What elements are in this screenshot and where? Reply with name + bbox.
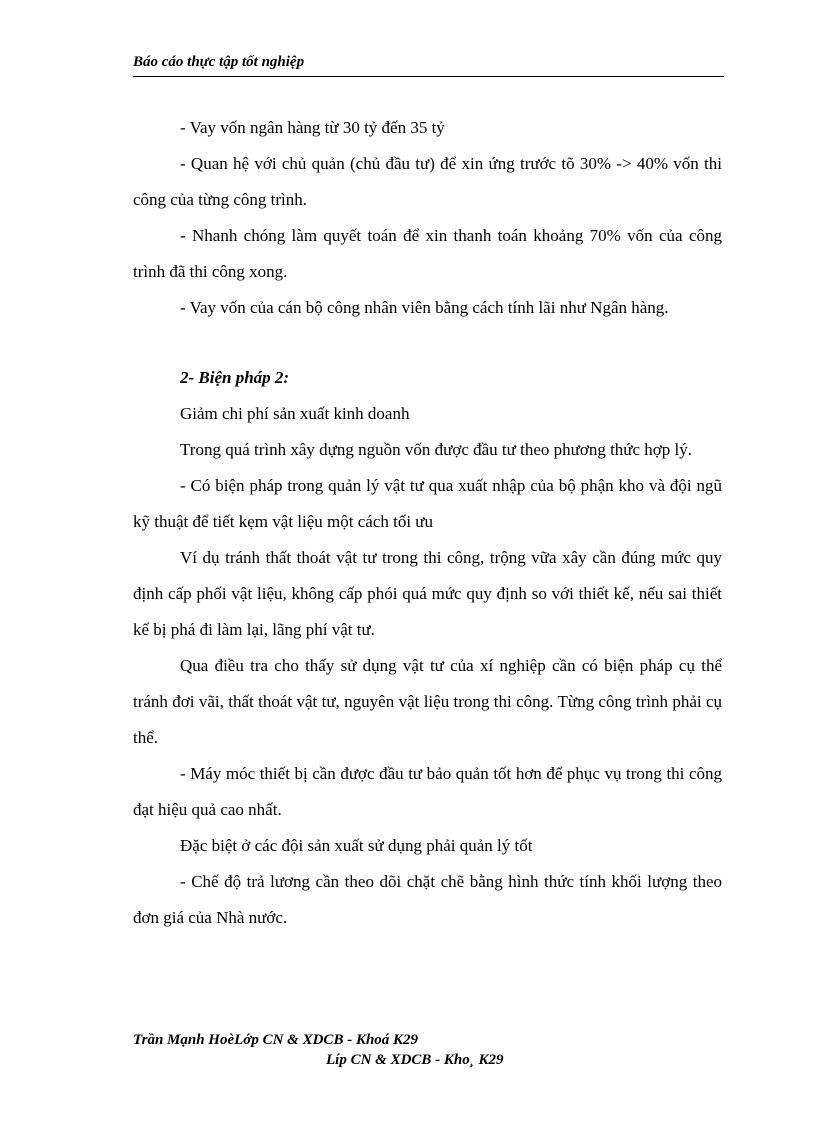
footer-line-2: Líp CN & XDCB - Kho¸ K29 [326, 1052, 504, 1068]
page-footer [133, 1030, 733, 1070]
paragraph: - Quan hệ với chủ quản (chủ đầu tư) để xin ứng trước tõ 30% -> 40% vốn thi công của từng công trình. [133, 154, 722, 209]
document-body [133, 110, 722, 936]
paragraph: Ví dụ tránh thất thoát vật tư trong thi công, trộng vữa xây cần đúng mức quy định cấp phối vật liệu, không cấp phói quá mức quy định so với thiết kế, nếu sai thiết kế bị phá đi làm lại, lãng phí vật tư. [133, 548, 722, 639]
page-header [133, 52, 724, 77]
paragraph: Giảm chi phí sản xuất kinh doanh [180, 404, 410, 423]
paragraph: Trong quá trình xây dựng nguồn vốn được đầu tư theo phương thức hợp lý. [180, 440, 693, 459]
paragraph: - Có biện pháp trong quản lý vật tư qua xuất nhập của bộ phận kho và đội ngũ kỹ thuật để tiết kẹm vật liệu một cách tối ưu [133, 476, 722, 531]
section-heading: 2- Biện pháp 2: [180, 368, 290, 387]
paragraph: Qua điều tra cho thấy sử dụng vật tư của xí nghiệp cần có biện pháp cụ thể tránh đơi vãi, thất thoát vật tư, nguyên vật liệu trong thi công. Từng công trình phải cụ thể. [133, 656, 722, 747]
paragraph: Đặc biệt ở các đội sản xuất sử dụng phải quản lý tốt [180, 836, 533, 855]
paragraph: - Vay vốn của cán bộ công nhân viên bằng cách tính lãi như Ngân hàng. [180, 298, 669, 317]
header-title: Báo cáo thực tập tốt nghiệp [133, 54, 305, 70]
paragraph: - Nhanh chóng làm quyết toán để xin thanh toán khoảng 70% vốn của công trình đã thi công xong. [133, 226, 722, 281]
paragraph: - Vay vốn ngân hàng từ 30 tỷ đến 35 tỷ [180, 118, 445, 137]
paragraph: - Chế độ trả lương cần theo dõi chặt chẽ bằng hình thức tính khối lượng theo đơn giá của Nhà nước. [133, 872, 722, 927]
footer-line-1: Trần Mạnh HoèLớp CN & XDCB - Khoá K29 [133, 1032, 419, 1048]
paragraph: - Máy móc thiết bị cần được đầu tư bảo quản tốt hơn để phục vụ trong thi công đạt hiệu quả cao nhất. [133, 764, 722, 819]
